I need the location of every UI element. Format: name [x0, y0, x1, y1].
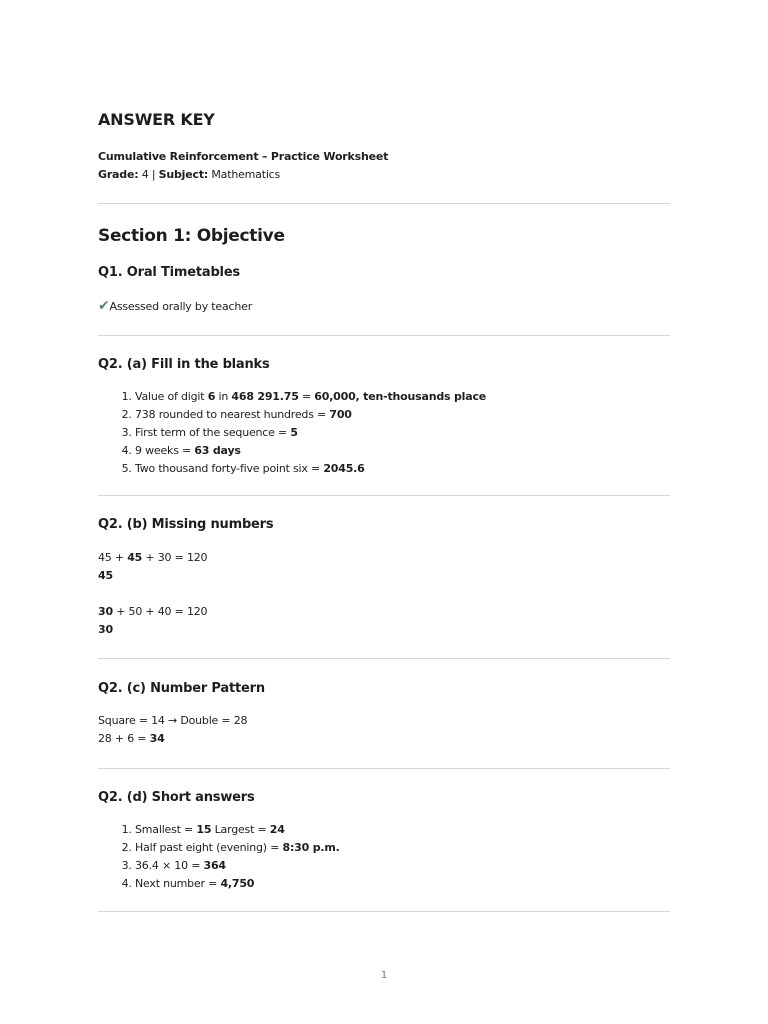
page-number: 1 — [380, 970, 388, 981]
q1-heading: Q1. Oral Timetables — [98, 265, 240, 280]
q1-note — [98, 297, 252, 316]
page-title: ANSWER KEY — [98, 110, 215, 129]
list-item: 1. Value of digit 6 in 468 291.75 = 60,000, ten-thousands place — [135, 388, 486, 406]
q2a-answer-list — [98, 388, 486, 478]
meta-separator: | — [151, 168, 156, 181]
q2a-heading: Q2. (a) Fill in the blanks — [98, 357, 270, 372]
q2b-equation-1: 45 + 45 + 30 = 120 — [98, 551, 208, 564]
list-item: 5. Two thousand forty-five point six = 2045.6 — [135, 460, 486, 478]
divider — [98, 203, 670, 204]
worksheet-subtitle: Cumulative Reinforcement – Practice Worksheet — [98, 150, 389, 163]
q2c-line-1: Square = 14 → Double = 28 — [98, 714, 248, 727]
q2b-equation-2: 30 + 50 + 40 = 120 — [98, 605, 208, 618]
list-item: 4. Next number = 4,750 — [135, 875, 340, 893]
q2c-line-2: 28 + 6 = 34 — [98, 732, 165, 745]
q2d-heading: Q2. (d) Short answers — [98, 790, 255, 805]
list-item: 1. Smallest = 15 Largest = 24 — [135, 821, 340, 839]
q2b-heading: Q2. (b) Missing numbers — [98, 517, 274, 532]
list-item: 2. Half past eight (evening) = 8:30 p.m. — [135, 839, 340, 857]
divider — [98, 335, 670, 336]
grade-subject-line — [98, 168, 280, 181]
q2d-answer-list — [98, 821, 340, 893]
divider — [98, 911, 670, 912]
grade-value: 4 — [141, 168, 149, 181]
divider — [98, 768, 670, 769]
q2b-answer-2: 30 — [98, 623, 113, 636]
list-item: 3. 36.4 × 10 = 364 — [135, 857, 340, 875]
subject-label: Subject: — [158, 168, 209, 181]
grade-label: Grade: — [98, 168, 139, 181]
divider — [98, 495, 670, 496]
divider — [98, 658, 670, 659]
list-item: 2. 738 rounded to nearest hundreds = 700 — [135, 406, 486, 424]
q2c-heading: Q2. (c) Number Pattern — [98, 681, 265, 696]
checkmark-icon: ✔ — [98, 298, 110, 314]
list-item: 3. First term of the sequence = 5 — [135, 424, 486, 442]
q2b-answer-1: 45 — [98, 569, 113, 582]
list-item: 4. 9 weeks = 63 days — [135, 442, 486, 460]
subject-value: Mathematics — [211, 168, 281, 181]
q1-note-text: Assessed orally by teacher — [109, 300, 253, 313]
section-1-heading: Section 1: Objective — [98, 226, 285, 246]
